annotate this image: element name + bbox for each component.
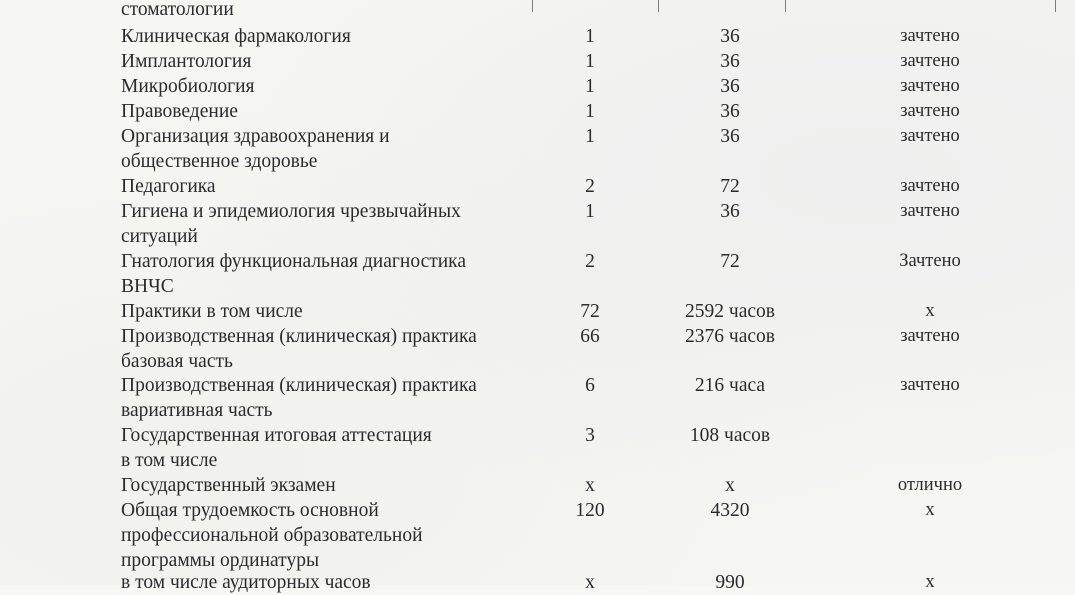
discipline-name-line: ВНЧС [121, 276, 174, 297]
credit-units: 72 [580, 301, 600, 322]
credit-units: 2 [585, 176, 595, 197]
result: x [925, 572, 935, 592]
credit-units: 1 [585, 126, 595, 147]
discipline-name-line: Производственная (клиническая) практика [121, 326, 477, 347]
discipline-name [121, 74, 254, 99]
discipline-name [121, 570, 371, 595]
result: зачтено [900, 176, 960, 196]
column-divider [532, 0, 533, 12]
hours: 72 [720, 251, 740, 272]
hours: 4320 [710, 500, 750, 521]
discipline-name-line: Имплантология [121, 51, 252, 72]
discipline-name-line: Клиническая фармакология [121, 26, 351, 47]
hours: 216 часа [694, 375, 766, 396]
discipline-name-line: ситуаций [121, 226, 198, 247]
discipline-name [121, 124, 390, 174]
result: зачтено [900, 201, 960, 221]
discipline-name-line: Микробиология [121, 76, 255, 97]
hours: 36 [720, 201, 740, 222]
discipline-name [121, 174, 216, 199]
discipline-name [121, 373, 477, 423]
discipline-name-line: базовая часть [121, 351, 233, 372]
discipline-name [121, 49, 251, 74]
result: x [925, 301, 935, 321]
discipline-name-line: Государственная итоговая аттестация [121, 425, 432, 446]
credit-units: 1 [585, 101, 595, 122]
credit-units: 6 [585, 375, 595, 396]
column-divider [658, 0, 659, 12]
hours: 2376 часов [685, 326, 775, 347]
result: Зачтено [899, 251, 961, 271]
column-divider [785, 0, 786, 12]
discipline-name-line: Педагогика [121, 176, 216, 197]
discipline-name-line: Общая трудоемкость основной [121, 500, 379, 521]
hours: 36 [720, 51, 740, 72]
discipline-name-line: вариативная часть [121, 400, 273, 421]
discipline-name [121, 324, 477, 374]
result: зачтено [900, 126, 960, 146]
result: зачтено [900, 51, 960, 71]
discipline-name [121, 423, 432, 473]
discipline-name-line: общественное здоровье [121, 151, 318, 172]
credit-units: 1 [585, 201, 595, 222]
discipline-name-line: Государственный экзамен [121, 475, 336, 496]
result: зачтено [900, 76, 960, 96]
discipline-name [121, 24, 351, 49]
discipline-name-line: Гнатология функциональная диагностика [121, 251, 467, 272]
header-fragment: стоматологии [121, 0, 234, 20]
discipline-name-line: программы ординатуры [121, 550, 320, 571]
credit-units: x [585, 572, 595, 593]
discipline-name-line: в том числе [121, 450, 218, 471]
discipline-name [121, 249, 466, 299]
hours: 990 [715, 572, 745, 593]
credit-units: 1 [585, 51, 595, 72]
hours: 36 [720, 76, 740, 97]
credit-units: x [585, 475, 595, 496]
discipline-name [121, 299, 303, 324]
hours: x [725, 475, 735, 496]
hours: 108 часов [689, 425, 771, 446]
column-divider [1055, 0, 1056, 12]
hours: 36 [720, 126, 740, 147]
hours: 72 [720, 176, 740, 197]
result: отлично [897, 475, 963, 495]
result: зачтено [900, 326, 960, 346]
result: зачтено [900, 26, 960, 46]
credit-units: 1 [585, 26, 595, 47]
discipline-name-line: в том числе аудиторных часов [121, 572, 371, 593]
discipline-name-line: Правоведение [121, 101, 238, 122]
hours: 36 [720, 101, 740, 122]
credit-units: 3 [585, 425, 595, 446]
hours: 36 [720, 26, 740, 47]
credit-units: 2 [585, 251, 595, 272]
discipline-name [121, 473, 336, 498]
discipline-name [121, 498, 423, 573]
discipline-name-line: профессиональной образовательной [121, 525, 423, 546]
credit-units: 1 [585, 76, 595, 97]
credit-units: 66 [580, 326, 600, 347]
discipline-name [121, 199, 461, 249]
discipline-name-line: Производственная (клиническая) практика [121, 375, 477, 396]
credit-units: 120 [575, 500, 605, 521]
result: зачтено [900, 101, 960, 121]
hours: 2592 часов [685, 301, 775, 322]
result: x [925, 500, 935, 520]
discipline-name-line: Практики в том числе [121, 301, 303, 322]
result: зачтено [900, 375, 960, 395]
discipline-name-line: Гигиена и эпидемиология чрезвычайных [121, 201, 461, 222]
discipline-name [121, 99, 238, 124]
discipline-name-line: Организация здравоохранения и [121, 126, 390, 147]
